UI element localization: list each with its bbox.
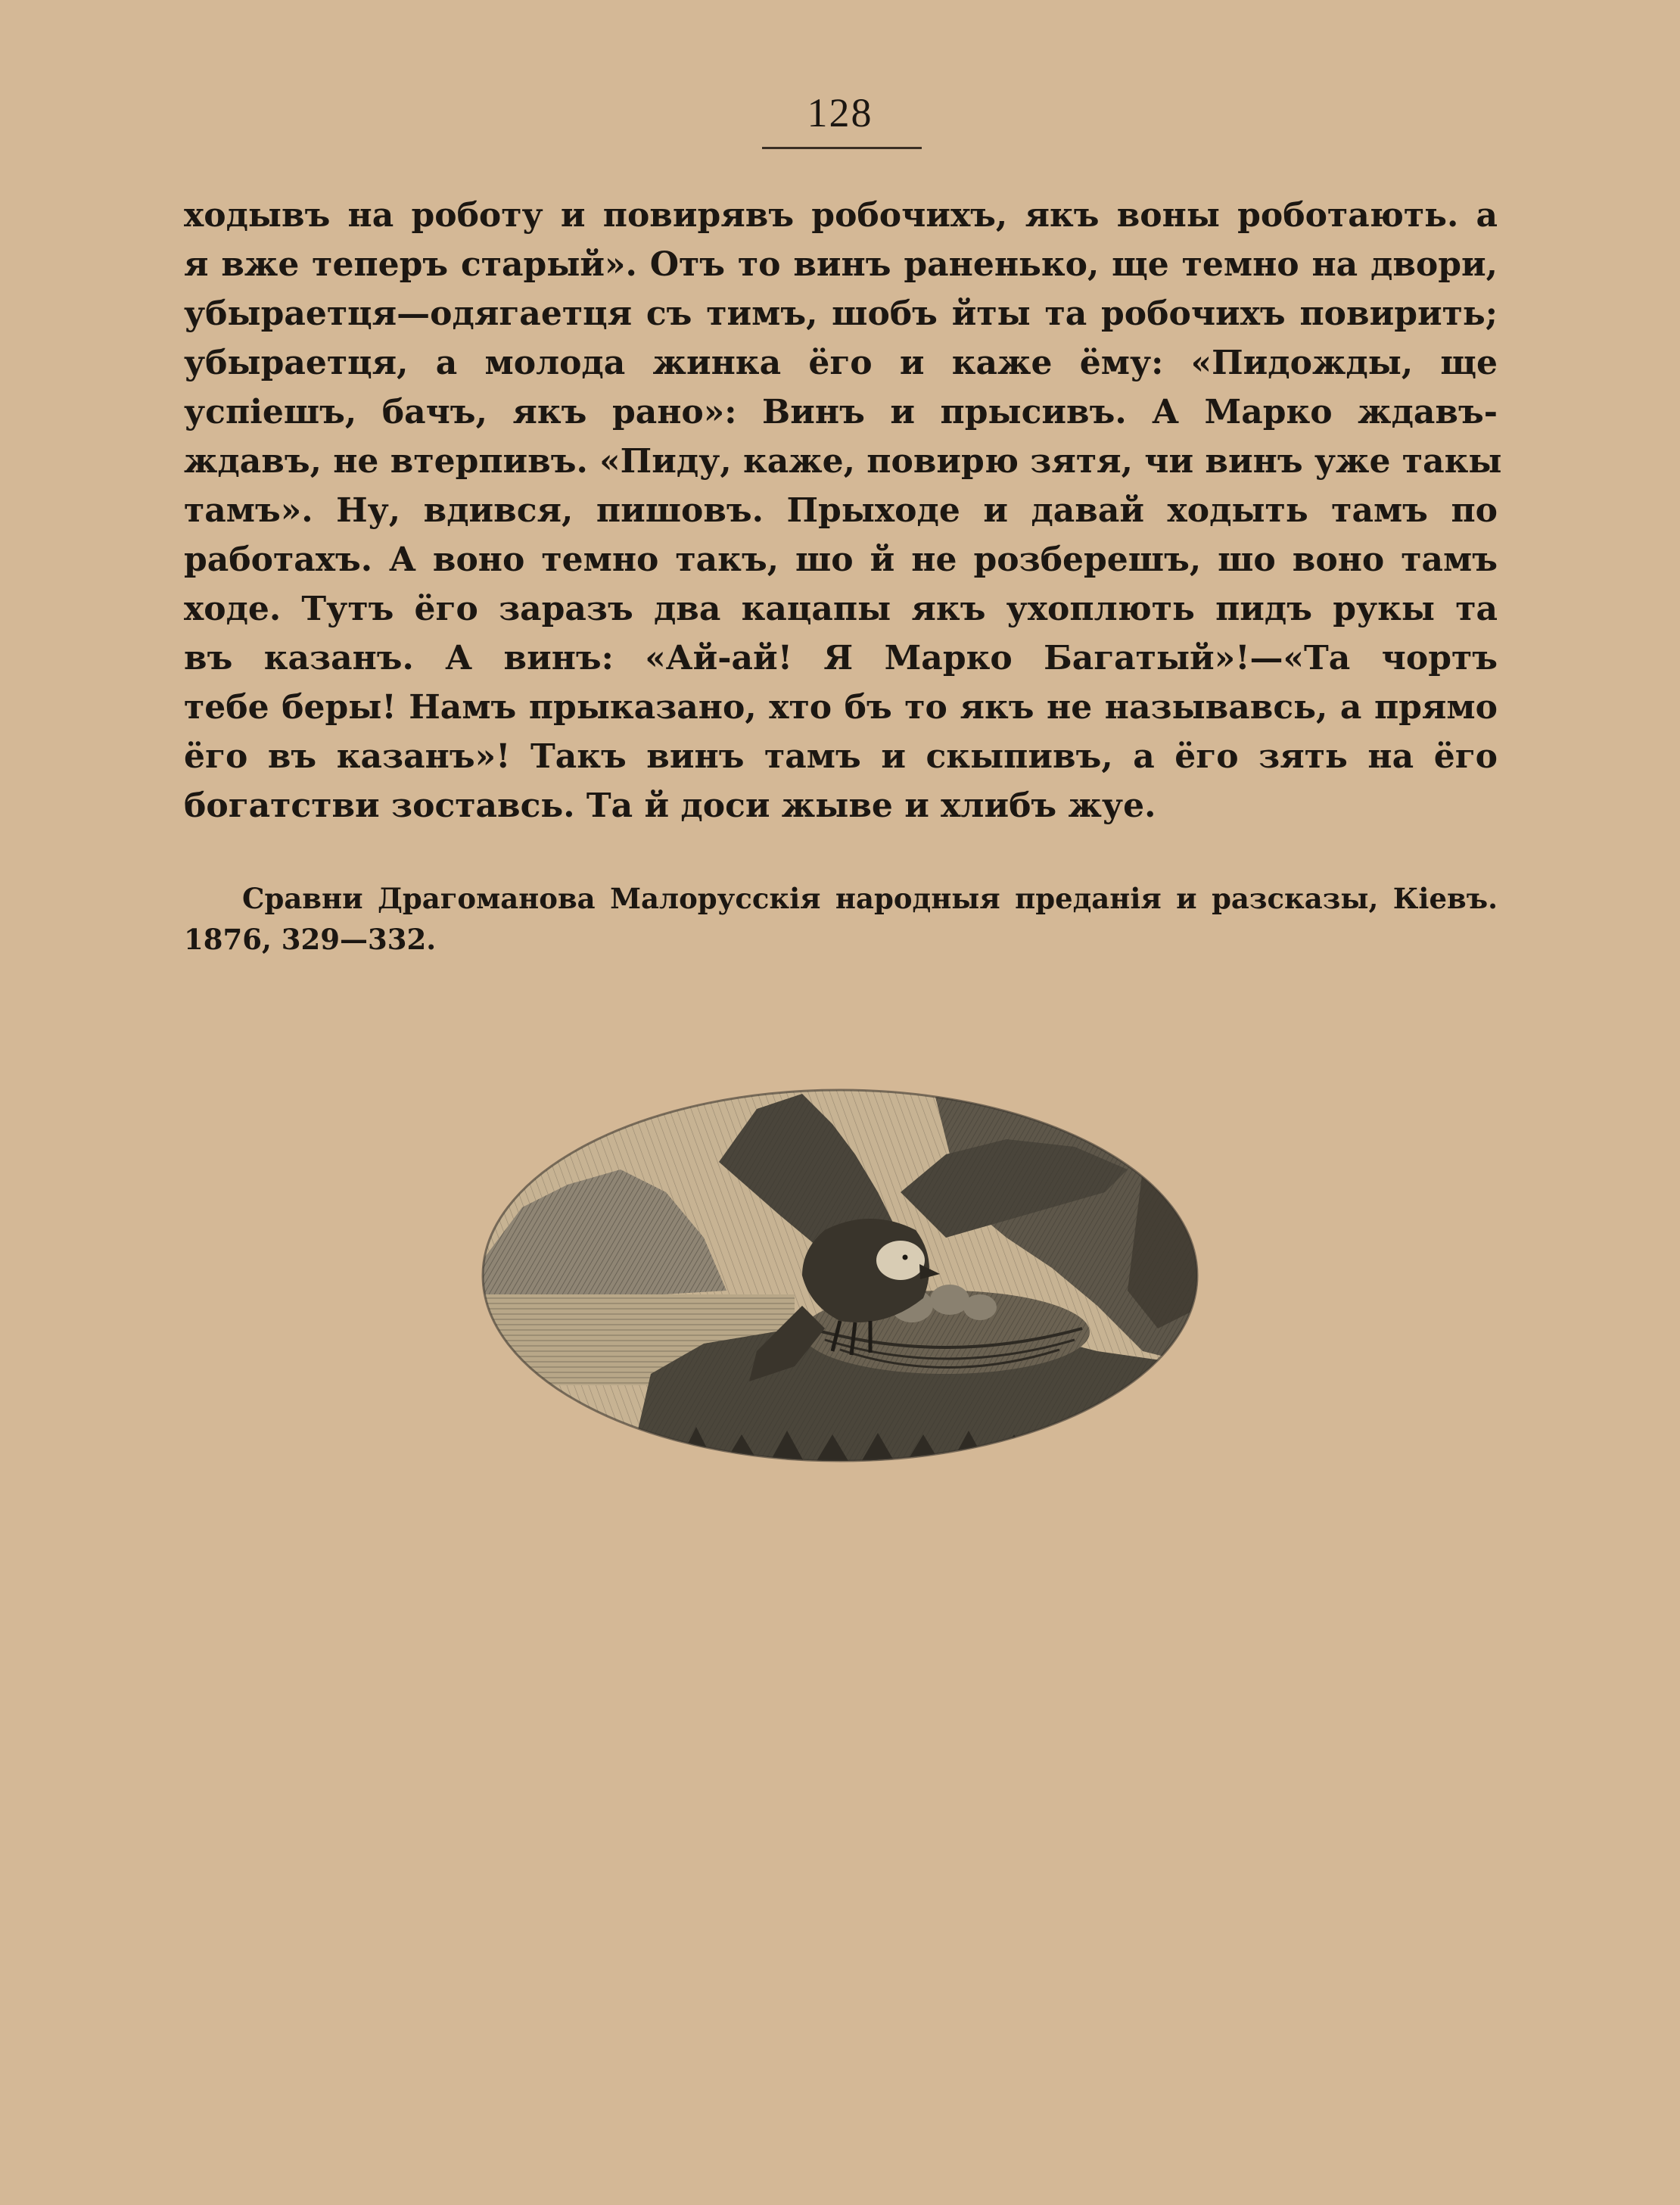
note-line: Сравни Драгоманова Малорусскія народныя преданія и разсказы, Кіевъ. (242, 882, 1498, 915)
text-line: я вже теперъ старый». Отъ то винъ раненько, ще темно на двори, (184, 245, 1498, 284)
text-line: тамъ». Ну, вдився, пишовъ. Прыходе и давай ходыть тамъ по (184, 491, 1498, 530)
page-number: 128 (807, 90, 873, 135)
reference-note (184, 878, 1498, 960)
page-number-rule (762, 147, 922, 149)
text-line: въ казанъ. А винъ: «Ай-ай! Я Марко Багатый»!—«Та чортъ (184, 639, 1498, 677)
text-line: ходе. Тутъ ёго заразъ два кацапы якъ ухоплють пидъ рукы та (184, 590, 1498, 628)
text-line: убыраетця, а молода жинка ёго и каже ёму: «Пидожды, ще (184, 344, 1498, 382)
text-line: успіешъ, бачъ, якъ рано»: Винъ и прысивъ. А Марко ждавъ- (184, 393, 1498, 431)
text-line: ёго въ казанъ»! Такъ винъ тамъ и скыпивъ, а ёго зять на ёго (184, 737, 1498, 776)
text-line: убыраетця—одягаетця съ тимъ, шобъ йты та робочихъ повирить; (184, 294, 1498, 333)
text-line: ждавъ, не втерпивъ. «Пиду, каже, повирю зятя, чи винъ уже такы (184, 442, 1502, 481)
note-line-last: 1876, 329—332. (184, 923, 437, 956)
text-line-last: богатстви зоставсь. Та й доси жыве и хлибъ жуе. (184, 786, 1156, 825)
eagle-nest-engraving-icon (477, 1079, 1203, 1472)
text-line: работахъ. А воно темно такъ, шо й не розберешъ, шо воно тамъ (184, 540, 1498, 579)
text-line: тебе беры! Намъ прыказано, хто бъ то якъ не называвсь, а прямо (184, 688, 1498, 727)
text-line: ходывъ на роботу и повирявъ робочихъ, якъ воны роботають. а (184, 196, 1498, 235)
body-text (184, 191, 1502, 830)
vignette-illustration (477, 1079, 1203, 1472)
